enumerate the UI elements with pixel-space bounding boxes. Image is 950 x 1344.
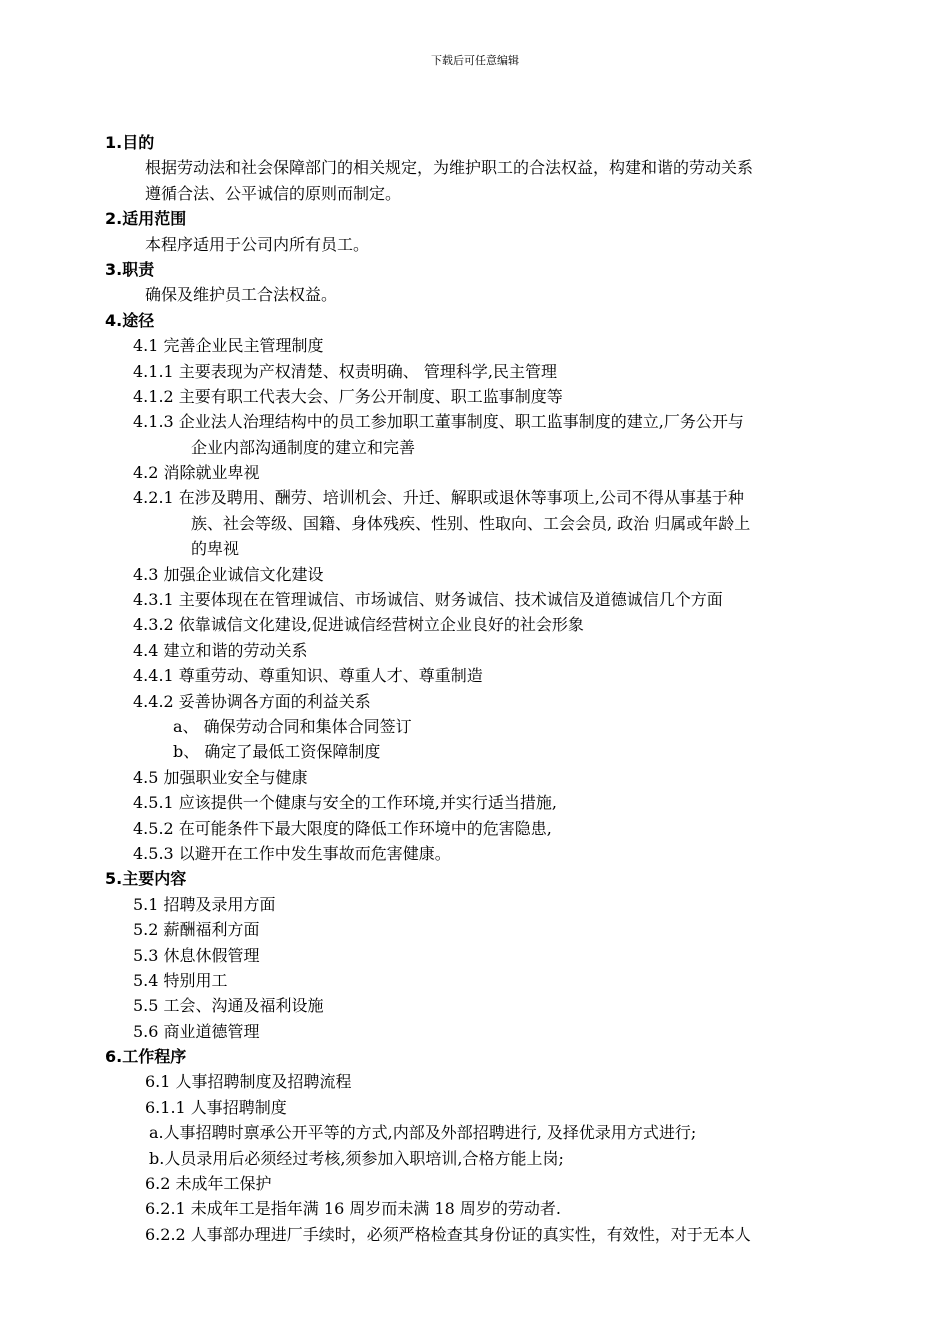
section-heading: 2.适用范围 [105,209,187,229]
document-line: b.人员录用后必须经过考核,须参加入职培训,合格方能上岗; [149,1148,564,1168]
document-line: 4.3 加强企业诚信文化建设 [133,564,324,584]
document-line: 6.2.2 人事部办理进厂手续时，必须严格检查其身份证的真实性，有效性，对于无本人 [145,1224,751,1244]
document-line: 6.2 未成年工保护 [145,1174,272,1194]
document-line: a、 确保劳动合同和集体合同签订 [173,716,412,736]
document-line: 根据劳动法和社会保障部门的相关规定，为维护职工的合法权益，构建和谐的劳动关系 [145,158,754,178]
document-line: 5.2 薪酬福利方面 [133,920,260,940]
document-line: 4.5.2 在可能条件下最大限度的降低工作环境中的危害隐患, [133,818,552,838]
document-line: 5.1 招聘及录用方面 [133,894,276,914]
document-line: 4.3.1 主要体现在在管理诚信、市场诚信、财务诚信、技术诚信及道德诚信几个方面 [133,590,723,610]
document-line: 5.5 工会、沟通及福利设施 [133,996,324,1016]
document-line: 4.3.2 依靠诚信文化建设,促进诚信经营树立企业良好的社会形象 [133,615,584,635]
document-line: b、 确定了最低工资保障制度 [173,742,381,762]
document-line: 4.2 消除就业卑视 [133,463,260,483]
page-header: 下载后可任意编辑 [431,54,519,67]
section-heading: 3.职责 [105,259,155,279]
document-line: 本程序适用于公司内所有员工。 [145,234,370,254]
document-line: 4.4 建立和谐的劳动关系 [133,640,308,660]
section-heading: 4.途径 [105,310,155,330]
document-line: 6.1.1 人事招聘制度 [145,1097,287,1117]
document-body [105,130,895,1247]
document-line: 5.4 特别用工 [133,970,228,990]
document-line: 4.1.2 主要有职工代表大会、厂务公开制度、职工监事制度等 [133,386,563,406]
section-heading: 6.工作程序 [105,1047,187,1067]
section-heading: 1.目的 [105,133,155,152]
document-line: 的卑视 [191,539,240,559]
document-line: 4.2.1 在涉及聘用、酬劳、培训机会、升迁、解职或退休等事项上,公司不得从事基于种 [133,488,744,508]
document-line: a.人事招聘时禀承公开平等的方式,内部及外部招聘进行, 及择优录用方式进行; [149,1123,697,1143]
document-line: 企业内部沟通制度的建立和完善 [191,437,416,457]
document-line: 遵循合法、公平诚信的原则而制定。 [145,183,402,203]
document-line: 6.1 人事招聘制度及招聘流程 [145,1072,352,1092]
document-line: 4.5.1 应该提供一个健康与安全的工作环境,并实行适当措施, [133,793,557,813]
document-line: 确保及维护员工合法权益。 [145,285,338,305]
document-line: 4.4.1 尊重劳动、尊重知识、尊重人才、尊重制造 [133,666,483,686]
document-line: 5.6 商业道德管理 [133,1021,260,1041]
document-line: 4.5.3 以避开在工作中发生事故而危害健康。 [133,843,451,863]
document-line: 4.4.2 妥善协调各方面的利益关系 [133,691,371,711]
document-line: 4.1.3 企业法人治理结构中的员工参加职工董事制度、职工监事制度的建立,厂务公开与 [133,412,744,432]
document-line: 4.1 完善企业民主管理制度 [133,336,324,356]
document-line: 4.5 加强职业安全与健康 [133,767,308,787]
document-line: 族、社会等级、国籍、身体残疾、性别、性取向、工会会员, 政治 归属或年龄上 [191,513,751,533]
document-line: 5.3 休息休假管理 [133,945,260,965]
section-heading: 5.主要内容 [105,869,187,889]
document-line: 6.2.1 未成年工是指年满 16 周岁而未满 18 周岁的劳动者. [145,1199,561,1219]
document-line: 4.1.1 主要表现为产权清楚、权责明确、 管理科学,民主管理 [133,361,557,381]
